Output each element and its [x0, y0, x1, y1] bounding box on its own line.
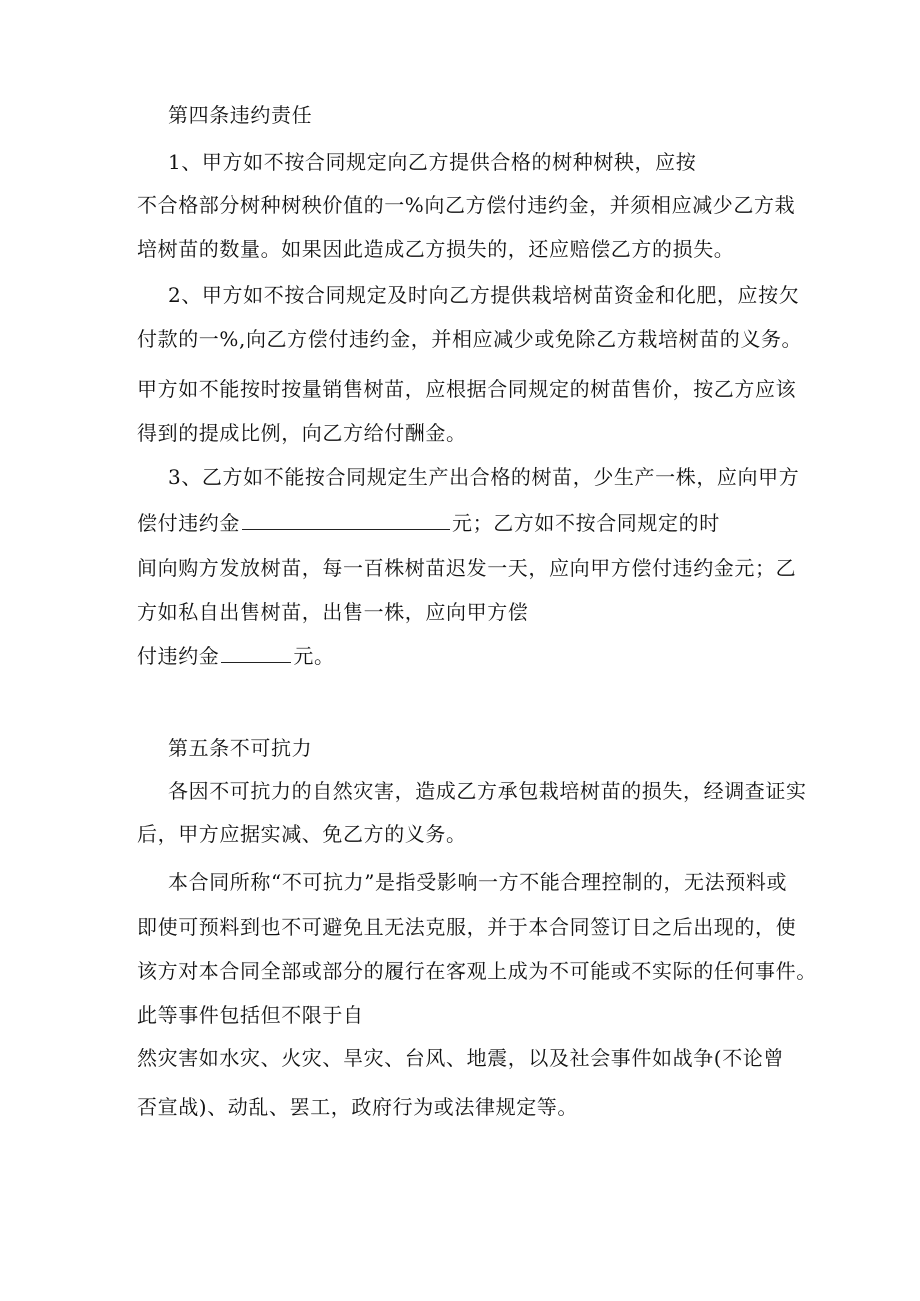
section-4-para-1-line-1: 1、甲方如不按合同规定向乙方提供合格的树种树秧，应按 — [168, 150, 697, 174]
section-5-para-2-line-6: 否宣战)、动乱、罢工，政府行为或法律规定等。 — [137, 1095, 579, 1119]
section-4-para-3-line-5 — [137, 642, 335, 670]
section-4-para-3-line-2 — [137, 509, 720, 537]
sale-penalty-label: 付违约金 — [137, 644, 220, 668]
section-4-para-2-line-2: 付款的一%,向乙方偿付违约金，并相应减少或免除乙方栽培树苗的义务。 — [137, 327, 803, 351]
section-5-para-1-line-1: 各因不可抗力的自然灾害，造成乙方承包栽培树苗的损失，经调查证实 — [168, 779, 807, 803]
section-4-para-2-line-3: 甲方如不能按时按量销售树苗，应根据合同规定的树苗售价，按乙方应该 — [137, 377, 797, 401]
section-4-para-3-line-4: 方如私自出售树苗，出售一株，应向甲方偿 — [137, 600, 529, 624]
sale-penalty-suffix: 元。 — [293, 644, 335, 668]
section-5-para-2-line-5: 然灾害如水灾、火灾、旱灾、台风、地震，以及社会事件如战争(不论曾 — [137, 1046, 785, 1070]
section-4-para-1-line-3: 培树苗的数量。如果因此造成乙方损失的，还应赔偿乙方的损失。 — [137, 237, 735, 261]
section-4-para-2-line-1: 2、甲方如不按合同规定及时向乙方提供栽培树苗资金和化肥，应按欠 — [168, 283, 800, 307]
section-4-heading: 第四条违约责任 — [168, 103, 313, 127]
section-5-para-1-line-2: 后，甲方应据实减、免乙方的义务。 — [137, 822, 467, 846]
section-5-para-2-line-2: 即使可预料到也不可避免且无法克服，并于本合同签订日之后出现的，使 — [137, 915, 797, 939]
section-5-para-2-line-4: 此等事件包括但不限于自 — [137, 1003, 364, 1027]
penalty-amount-blank — [242, 511, 450, 530]
section-5-para-2-line-1: 本合同所称“不可抗力”是指受影响一方不能合理控制的，无法预料或 — [168, 870, 788, 894]
penalty-label-suffix: 元；乙方如不按合同规定的时 — [452, 511, 720, 535]
section-5-heading: 第五条不可抗力 — [168, 736, 313, 760]
section-4-para-3-line-1: 3、乙方如不能按合同规定生产出合格的树苗，少生产一株，应向甲方 — [168, 465, 800, 489]
section-4-para-1-line-2: 不合格部分树种树秧价值的一%向乙方偿付违约金，并须相应减少乙方栽 — [137, 193, 796, 217]
section-5-para-2-line-3: 该方对本合同全部或部分的履行在客观上成为不可能或不实际的任何事件。 — [137, 959, 817, 983]
section-4-para-3-line-3: 间向购方发放树苗，每一百株树苗迟发一天，应向甲方偿付违约金元；乙 — [137, 556, 797, 580]
penalty-label: 偿付违约金 — [137, 511, 240, 535]
section-4-para-2-line-4: 得到的提成比例，向乙方给付酬金。 — [137, 421, 467, 445]
sale-penalty-amount-blank — [221, 644, 291, 663]
